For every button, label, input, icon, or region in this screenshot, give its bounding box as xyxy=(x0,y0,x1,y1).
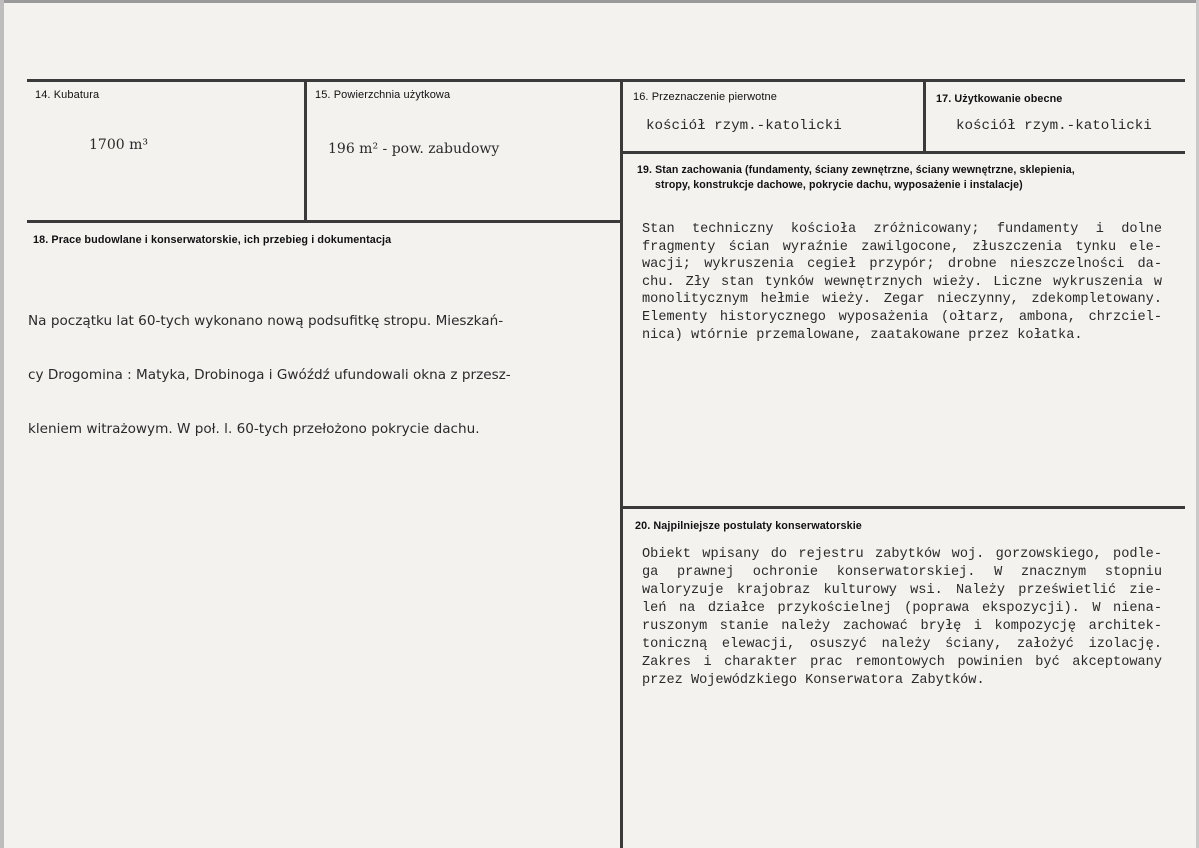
grid-line-vertical-center xyxy=(620,79,623,848)
field-20-line: waloryzuje krajobraz kulturowy wsi. Należy prześwietlić zie- xyxy=(642,583,1162,598)
field-16-label: 16. Przeznaczenie pierwotne xyxy=(633,91,777,103)
field-20-text xyxy=(642,546,1162,690)
field-19-line: monolitycznym hełmie wieży. Zegar nieczynny, zdekompletowany. xyxy=(642,292,1162,308)
grid-line-right-upper xyxy=(621,151,1185,154)
grid-line-left-middle xyxy=(27,220,623,223)
field-14-label: 14. Kubatura xyxy=(35,89,100,101)
field-19-label-line-2: stropy, konstrukcje dachowe, pokrycie dachu, wyposażenie i instalacje) xyxy=(655,179,1023,191)
field-20-line: Obiekt wpisany do rejestru zabytków woj. gorzowskiego, podle- xyxy=(642,547,1162,562)
grid-line-right-lower xyxy=(621,506,1185,509)
field-18-text xyxy=(28,276,588,474)
field-14-value: 1700 m³ xyxy=(89,137,148,153)
field-16-value: kościół rzym.-katolicki xyxy=(646,118,842,134)
field-19-line: nica) wtórnie przemalowane, zaatakowane przez kołatka. xyxy=(642,327,1083,343)
field-18-line: cy Drogomina : Matyka, Drobinoga i Gwóźdź ufundowali okna z przesz- xyxy=(28,367,511,383)
field-20-line: leń na działce przykościelnej (poprawa ekspozycji). W niena- xyxy=(642,601,1162,616)
card-top-edge xyxy=(0,0,1199,3)
card-left-edge xyxy=(0,0,4,848)
field-19-label-line-1: 19. Stan zachowania (fundamenty, ściany zewnętrzne, ściany wewnętrzne, sklepienia, xyxy=(637,164,1075,176)
field-19-line: fragmenty ścian wyraźnie zawilgocone, złuszczenia tynku ele- xyxy=(642,239,1162,255)
field-19-text xyxy=(642,221,1162,344)
field-20-line: Zakres i charakter prac remontowych powinien być akceptowany xyxy=(642,655,1162,670)
field-15-label: 15. Powierzchnia użytkowa xyxy=(315,89,451,101)
field-20-line: toniczną elewacji, osuszyć należy ściany, założyć izolację. xyxy=(642,637,1162,652)
field-19-line: Elementy historycznego wyposażenia (ołtarz, ambona, chrzciel- xyxy=(642,309,1162,325)
field-19-line: Stan techniczny kościoła zróżnicowany; fundamenty i dolne xyxy=(642,222,1162,237)
field-18-label: 18. Prace budowlane i konserwatorskie, ich przebieg i dokumentacja xyxy=(33,234,392,246)
grid-line-vertical-14-15 xyxy=(304,79,307,223)
field-15-value: 196 m² - pow. zabudowy xyxy=(328,141,500,157)
field-18-line: Na początku lat 60-tych wykonano nową podsufitkę stropu. Mieszkań- xyxy=(28,313,504,329)
field-19-line: chu. Zły stan tynków wewnętrznych wieży. Liczne wykruszenia w xyxy=(642,274,1162,290)
field-18-line: kleniem witrażowym. W poł. l. 60-tych przełożono pokrycie dachu. xyxy=(28,421,480,437)
field-17-label: 17. Użytkowanie obecne xyxy=(936,93,1063,105)
grid-line-top xyxy=(27,79,1185,82)
field-19-line: wacji; wykruszenia cegieł przypór; drobne nieszczelności da- xyxy=(642,257,1162,273)
field-17-value: kościół rzym.-katolicki xyxy=(956,118,1152,134)
grid-line-vertical-16-17 xyxy=(923,79,926,154)
field-20-label: 20. Najpilniejsze postulaty konserwatorskie xyxy=(635,520,862,532)
field-20-line: ruszonym stanie należy zachować bryłę i kompozycję architek- xyxy=(642,619,1162,634)
field-20-line: ga prawnej ochronie konserwatorskiej. W znacznym stopniu xyxy=(642,565,1162,580)
field-20-line: przez Wojewódzkiego Konserwatora Zabytków. xyxy=(642,673,985,688)
